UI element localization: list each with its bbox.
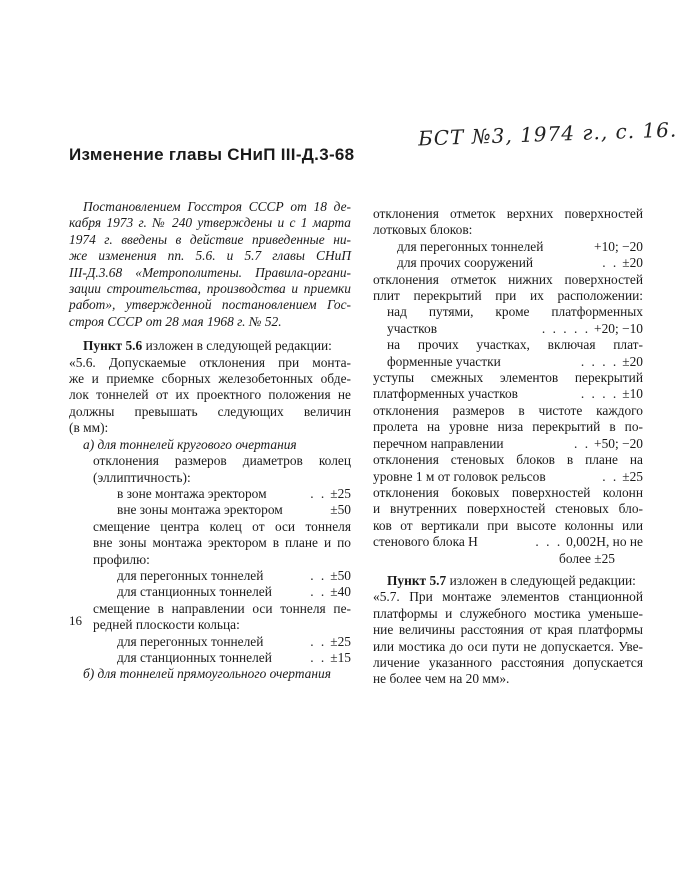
ring-deviation-line: отклонения размеров диаметров колец xyxy=(93,453,351,469)
side-deviation-line: отклонения боковых поверхностей колонн xyxy=(373,484,643,500)
tolerance-value: ±50 xyxy=(330,567,351,583)
ledges-line: уступы смежных элементов перекрытий xyxy=(373,370,643,386)
tolerance-row: для станционных тоннелей . . ±15 xyxy=(117,649,351,665)
center-shift-line: вне зоны монтажа эректором в плане и по xyxy=(93,535,351,551)
intro-line: работ», утвержденной постановлением Гос- xyxy=(69,297,351,313)
tolerance-row: форменные участки . . . . ±20 xyxy=(387,353,643,369)
tolerance-label: вне зоны монтажа эректором xyxy=(117,502,283,518)
tolerance-label: форменные участки xyxy=(387,353,501,369)
center-shift-line: профилю: xyxy=(93,551,150,567)
axis-shift-line: смещение в направлении оси тоннеля пе- xyxy=(93,600,351,616)
tolerance-label: для прочих сооружений xyxy=(397,255,534,271)
intro-line: зации строительства, производства и приемки xyxy=(69,281,351,297)
p57-heading-label: Пункт 5.7 xyxy=(387,572,447,588)
tolerance-row: стенового блока Н . . . 0,002Н, но не xyxy=(373,534,643,550)
tolerance-value: ±50 xyxy=(330,502,351,518)
tolerance-row xyxy=(373,239,643,255)
p56-heading xyxy=(69,338,351,354)
tolerance-row: в зоне монтажа эректором . . ±25 xyxy=(117,485,351,501)
over-tracks-line: над путями, кроме платформенных xyxy=(387,304,643,320)
intro-line: строя СССР от 28 мая 1968 г. № 52. xyxy=(69,313,282,329)
intro-line: кабря 1973 г. № 240 утверждены и с 1 марта xyxy=(69,215,351,231)
item-b-heading: б) для тоннелей прямоугольного очертания xyxy=(83,666,331,682)
tolerance-label: для станционных тоннелей xyxy=(117,649,272,665)
left-column xyxy=(69,199,351,683)
p56-heading-label: Пункт 5.6 xyxy=(83,338,143,354)
tolerance-value: +10; −20 xyxy=(594,238,643,254)
p56-line: же и приемке сборных железобетонных обде- xyxy=(69,371,351,387)
tolerance-value: более ±25 xyxy=(559,550,615,566)
tolerance-value: +50; −20 xyxy=(594,435,643,451)
tolerance-value: ±25 xyxy=(622,468,643,484)
tolerance-label: для перегонных тоннелей xyxy=(117,567,264,583)
lower-slab-line: плит перекрытий при их расположении: xyxy=(373,288,643,304)
tolerance-label: для станционных тоннелей xyxy=(117,584,272,600)
axis-shift-line: редней плоскости кольца: xyxy=(93,617,240,633)
intro-line: Постановлением Госстроя СССР от 18 де- xyxy=(83,199,351,214)
tolerance-value: ±25 xyxy=(330,485,351,501)
p56-line: должны превышать следующих величин xyxy=(69,403,351,419)
tolerance-label: участков xyxy=(387,320,438,336)
tolerance-row: для станционных тоннелей . . ±40 xyxy=(117,584,351,600)
tolerance-label: для перегонных тоннелей xyxy=(397,238,544,254)
p57-line: платформы и служебного мостика уменьше- xyxy=(373,605,643,621)
tolerance-row: уровне 1 м от головок рельсов . . ±25 xyxy=(373,468,643,484)
tolerance-value: ±20 xyxy=(622,255,643,271)
handwritten-source-note: БСТ №3, 1974 г., с. 16. xyxy=(417,117,678,151)
other-sections-line: на прочих участках, включая плат- xyxy=(387,337,643,353)
p57-line: личение указанного расстояния допускается xyxy=(373,654,643,670)
p57-line: не более чем на 20 мм». xyxy=(373,671,510,687)
tolerance-row: перечном направлении . . +50; −20 xyxy=(373,435,643,451)
p56-line: «5.6. Допускаемые отклонения при монта- xyxy=(69,354,351,370)
tolerance-label: перечном направлении xyxy=(373,435,504,451)
span-deviation-line: пролета на уровне низа перекрытий в по- xyxy=(373,419,643,435)
ring-deviation-line: (эллиптичность): xyxy=(93,469,191,485)
side-deviation-line: ков от вертикали при высоте колонны или xyxy=(373,517,643,533)
p56-unit: (в мм): xyxy=(69,420,109,436)
tolerance-value: ±15 xyxy=(330,649,351,665)
tolerance-row: для перегонных тоннелей . . ±50 xyxy=(117,567,351,583)
page-number: 16 xyxy=(69,613,82,628)
tolerance-label: уровне 1 м от головок рельсов xyxy=(373,468,546,484)
intro-paragraph xyxy=(69,199,351,330)
upper-tray-line: лотковых блоков: xyxy=(373,222,473,238)
p56-heading-rest: изложен в следующей редакции: xyxy=(145,338,332,354)
tolerance-value: +20; −10 xyxy=(594,320,643,336)
tolerance-label: в зоне монтажа эректором xyxy=(117,485,267,501)
intro-line: же изменения пп. 5.6. и 5.7 главы СНиП xyxy=(69,248,351,264)
tolerance-row: платформенных участков . . . . ±10 xyxy=(373,386,643,402)
p57-heading xyxy=(373,573,643,589)
tolerance-label: платформенных участков xyxy=(373,386,518,402)
tolerance-row xyxy=(69,502,351,518)
tolerance-value: ±25 xyxy=(330,633,351,649)
p57-line: «5.7. При монтаже элементов станционной xyxy=(373,589,643,605)
span-deviation-line: отклонения размеров в чистоте каждого xyxy=(373,402,643,418)
tolerance-value: ±40 xyxy=(330,584,351,600)
right-column xyxy=(373,206,643,688)
tolerance-row: для прочих сооружений . . ±20 xyxy=(397,255,643,271)
intro-line: III-Д.3.68 «Метрополитены. Правила-органи- xyxy=(69,264,351,280)
tolerance-row: для перегонных тоннелей . . ±25 xyxy=(117,633,351,649)
p57-line: или мостика до оси пути не допускается. Уве- xyxy=(373,638,643,654)
p56-line: лок тоннелей от их проектного положения не xyxy=(69,387,351,403)
tolerance-row: участков . . . . . +20; −10 xyxy=(387,320,643,336)
p57-heading-rest: изложен в следующей редакции: xyxy=(449,572,636,588)
tolerance-value: ±10 xyxy=(622,386,643,402)
lower-slab-line: отклонения отметок нижних поверхностей xyxy=(373,271,643,287)
tolerance-value: ±20 xyxy=(622,353,643,369)
item-a-heading: а) для тоннелей кругового очертания xyxy=(83,436,297,452)
document-title: Изменение главы СНиП III-Д.3-68 xyxy=(69,145,355,164)
upper-tray-line: отклонения отметок верхних поверхностей xyxy=(373,206,643,221)
side-deviation-line: и внутренних поверхностей стеновых бло- xyxy=(373,501,643,517)
p57-line: ние величины расстояния от края платформы xyxy=(373,622,643,638)
tolerance-label: для перегонных тоннелей xyxy=(117,633,264,649)
wall-deviation-line: отклонения стеновых блоков в плане на xyxy=(373,452,643,468)
intro-line: 1974 г. введены в действие приведенные ни- xyxy=(69,231,351,247)
center-shift-line: смещение центра колец от оси тоннеля xyxy=(93,518,351,534)
tolerance-label: стенового блока Н xyxy=(373,534,478,550)
tolerance-value: 0,002Н, но не xyxy=(566,534,643,550)
